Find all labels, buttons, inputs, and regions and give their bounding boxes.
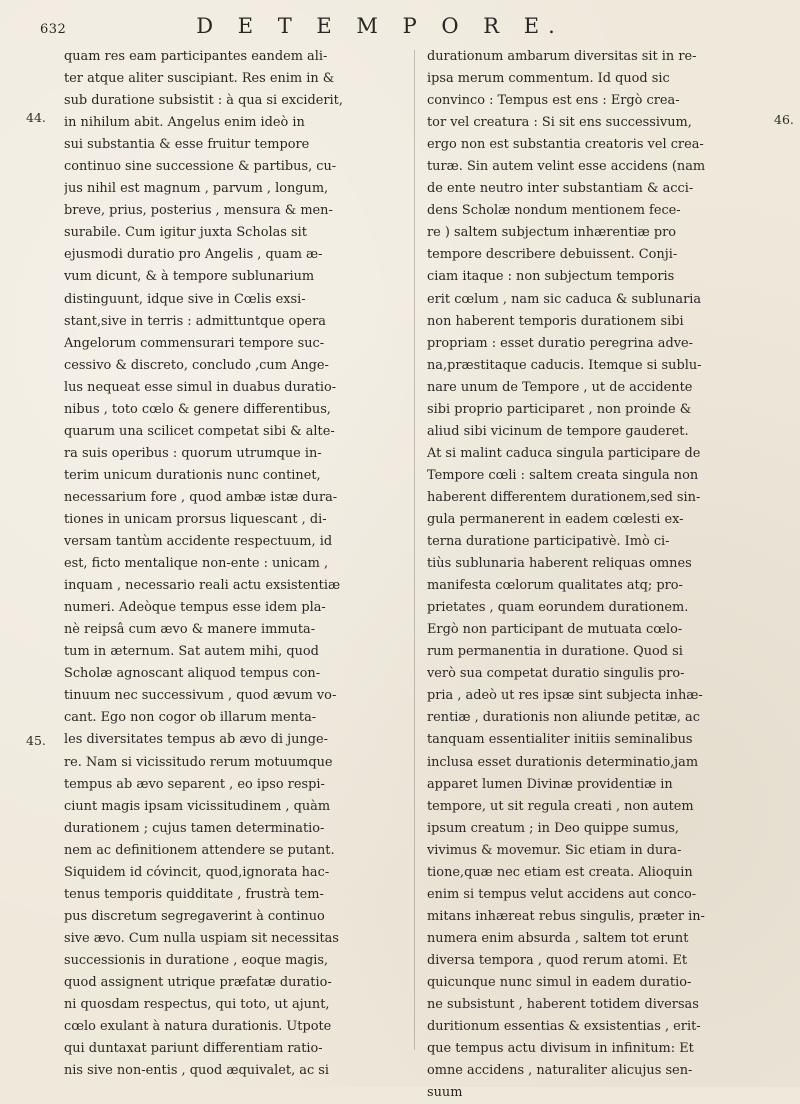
text-line: ni quosdam respectus, qui toto, ut ajunt,	[64, 997, 330, 1013]
text-line: re. Nam si vicissitudo rerum motuumque	[64, 754, 333, 770]
left-text-column	[64, 46, 404, 1082]
text-line: numera enim absurda , saltem tot erunt	[427, 930, 689, 946]
text-line: tempus ab ævo separent , eo ipso respi-	[64, 776, 325, 792]
running-head: D E T E M P O R E.	[196, 14, 564, 38]
text-line: durationum ambarum diversitas sit in re-	[427, 49, 697, 64]
text-line: terna duratione participativè. Imò ci-	[427, 534, 670, 550]
text-line: nare unum de Tempore , ut de accidente	[427, 379, 693, 395]
text-line: na,præstitaque caducis. Itemque si sublu-	[427, 357, 702, 373]
text-line: quicunque nunc simul in eadem duratio-	[427, 974, 692, 990]
text-line: breve, prius, posterius , mensura & men-	[64, 203, 333, 219]
text-line: tanquam essentialiter initiis seminalibus	[427, 732, 693, 748]
text-line: successionis in duratione , eoque magis,	[64, 952, 329, 968]
text-line: propriam : esset duratio peregrina adve-	[427, 335, 693, 351]
text-line: haberent differentem durationem,sed sin-	[427, 489, 701, 505]
text-line: tum in æternum. Sat autem mihi, quod	[64, 644, 319, 660]
text-line: tempore describere debuissent. Conji-	[427, 247, 678, 263]
text-line: ciunt magis ipsam vicissitudinem , quàm	[64, 798, 331, 814]
text-line: prietates , quam eorundem durationem.	[427, 600, 689, 616]
text-line: omne accidens , naturaliter alicujus sen-	[427, 1063, 693, 1079]
text-line: diversa tempora , quod rerum atomi. Et	[427, 952, 688, 968]
text-line: nè reipsâ cum ævo & manere immuta-	[64, 622, 316, 638]
text-line: sub duratione subsistit : à qua si exciderit,	[64, 93, 343, 109]
text-line: continuo sine successione & partibus, cu-	[64, 159, 337, 175]
text-line: Scholæ agnoscant aliquod tempus con-	[64, 666, 321, 682]
margin-note-section-44: 44.	[26, 110, 46, 125]
text-line: tiones in unicam prorsus liquescant , di-	[64, 511, 327, 527]
text-line: les diversitates tempus ab ævo di junge-	[64, 732, 328, 748]
text-line: sive ævo. Cum nulla uspiam sit necessitas	[64, 930, 339, 946]
text-line: nem ac definitionem attendere se putant.	[64, 842, 335, 858]
page-number: 632	[40, 22, 67, 37]
text-line: ra suis operibus : quorum utrumque in-	[64, 445, 322, 461]
text-line: stant,sive in terris : admittuntque opera	[64, 313, 326, 329]
text-line: vum dicunt, & à tempore sublunarium	[64, 269, 315, 285]
text-line: enim si tempus velut accidens aut conco-	[427, 886, 697, 902]
text-line: nis sive non-entis , quod æquivalet, ac si	[64, 1063, 330, 1079]
text-line: surabile. Cum igitur juxta Scholas sit	[64, 225, 307, 241]
text-line: quod assignent utrique præfatæ duratio-	[64, 974, 332, 990]
text-line: verò sua competat duratio singulis pro-	[427, 666, 685, 682]
text-line: ciam itaque : non subjectum temporis	[427, 269, 675, 285]
text-line: in nihilum abit. Angelus enim ideò in	[64, 115, 305, 131]
right-text-column	[427, 46, 772, 1104]
text-line: inclusa esset durationis determinatio,jam	[427, 754, 699, 770]
text-line: Ergò non participant de mutuata cœlo-	[427, 622, 683, 638]
text-line: Siquidem id cóvincit, quod,ignorata hac-	[64, 864, 330, 880]
text-line: Angelorum commensurari tempore suc-	[64, 335, 325, 351]
text-line: cœlo exulant à natura durationis. Utpote	[64, 1019, 332, 1035]
text-line: tiùs sublunaria haberent reliquas omnes	[427, 556, 692, 572]
text-line: ipsa merum commentum. Id quod sic	[427, 71, 670, 87]
text-line: mitans inhæreat rebus singulis, præter in-	[427, 908, 705, 924]
text-line: est, ficto mentalique non-ente : unicam ,	[64, 556, 329, 572]
text-line: duritionum essentias & exsistentias , erit-	[427, 1019, 701, 1035]
text-line: sui substantia & esse fruitur tempore	[64, 137, 310, 153]
text-line: lus nequeat esse simul in duabus duratio-	[64, 379, 337, 395]
text-line: cessivo & discreto, concludo ,cum Ange-	[64, 357, 329, 373]
text-line: non haberent temporis durationem sibi	[427, 313, 684, 329]
text-line: sibi proprio participaret , non proinde &	[427, 401, 692, 417]
text-line: suum	[427, 1085, 463, 1101]
text-line: ter atque aliter suscipiant. Res enim in &	[64, 71, 335, 87]
text-line: numeri. Adeòque tempus esse idem pla-	[64, 600, 326, 616]
text-line: pus discretum segregaverint à continuo	[64, 908, 325, 924]
text-line: ergo non est substantia creatoris vel crea-	[427, 137, 704, 153]
text-line: terim unicum durationis nunc continet,	[64, 467, 321, 483]
text-line: quam res eam participantes eandem ali-	[64, 49, 328, 64]
text-line: quarum una scilicet competat sibi & alte-	[64, 423, 335, 439]
text-line: tor vel creatura : Si sit ens successivum,	[427, 115, 692, 131]
text-line: ne subsistunt , haberent totidem diversas	[427, 997, 699, 1013]
text-line: qui duntaxat pariunt differentiam ratio-	[64, 1041, 323, 1057]
text-line: cant. Ego non cogor ob illarum menta-	[64, 710, 317, 726]
text-line: tione,quæ nec etiam est creata. Alioquin	[427, 864, 693, 880]
text-line: Tempore cœli : saltem creata singula non	[427, 467, 699, 483]
text-line: durationem ; cujus tamen determinatio-	[64, 820, 325, 836]
text-line: pria , adeò ut res ipsæ sint subjecta inhæ-	[427, 688, 703, 704]
text-line: re ) saltem subjectum inhærentiæ pro	[427, 225, 677, 241]
text-line: necessarium fore , quod ambæ istæ dura-	[64, 489, 338, 505]
text-line: distinguunt, idque sive in Cœlis exsi-	[64, 291, 306, 307]
text-line: que tempus actu divisum in infinitum: Et	[427, 1041, 694, 1057]
text-line: ipsum creatum ; in Deo quippe sumus,	[427, 820, 679, 836]
text-line: de ente neutro inter substantiam & acci-	[427, 181, 694, 197]
text-line: At si malint caduca singula participare de	[427, 445, 701, 461]
text-line: apparet lumen Divinæ providentiæ in	[427, 776, 673, 792]
text-line: erit cœlum , nam sic caduca & sublunaria	[427, 291, 702, 307]
text-line: rum permanentia in duratione. Quod si	[427, 644, 683, 660]
text-line: tenus temporis quidditate , frustrà tem-	[64, 886, 324, 902]
column-divider	[414, 50, 415, 1050]
text-line: versam tantùm accidente respectuum, id	[64, 534, 333, 550]
text-line: aliud sibi vicinum de tempore gauderet.	[427, 423, 689, 439]
margin-note-section-46: 46.	[774, 112, 794, 127]
text-line: convinco : Tempus est ens : Ergò crea-	[427, 93, 680, 109]
text-line: rentiæ , durationis non aliunde petitæ, ac	[427, 710, 700, 726]
text-line: jus nihil est magnum , parvum , longum,	[64, 181, 329, 197]
text-line: manifesta cœlorum qualitates atq; pro-	[427, 578, 683, 594]
text-line: nibus , toto cœlo & genere differentibus,	[64, 401, 331, 417]
text-line: tempore, ut sit regula creati , non autem	[427, 798, 694, 814]
margin-note-section-45: 45.	[26, 733, 46, 748]
text-line: inquam , necessario reali actu exsistentiæ	[64, 578, 341, 594]
text-line: dens Scholæ nondum mentionem fece-	[427, 203, 681, 219]
text-line: tinuum nec successivum , quod ævum vo-	[64, 688, 337, 704]
text-line: turæ. Sin autem velint esse accidens (nam	[427, 159, 706, 175]
text-line: gula permanerent in eadem cœlesti ex-	[427, 511, 684, 527]
text-line: ejusmodi duratio pro Angelis , quam æ-	[64, 247, 323, 263]
text-line: vivimus & movemur. Sic etiam in dura-	[427, 842, 682, 858]
